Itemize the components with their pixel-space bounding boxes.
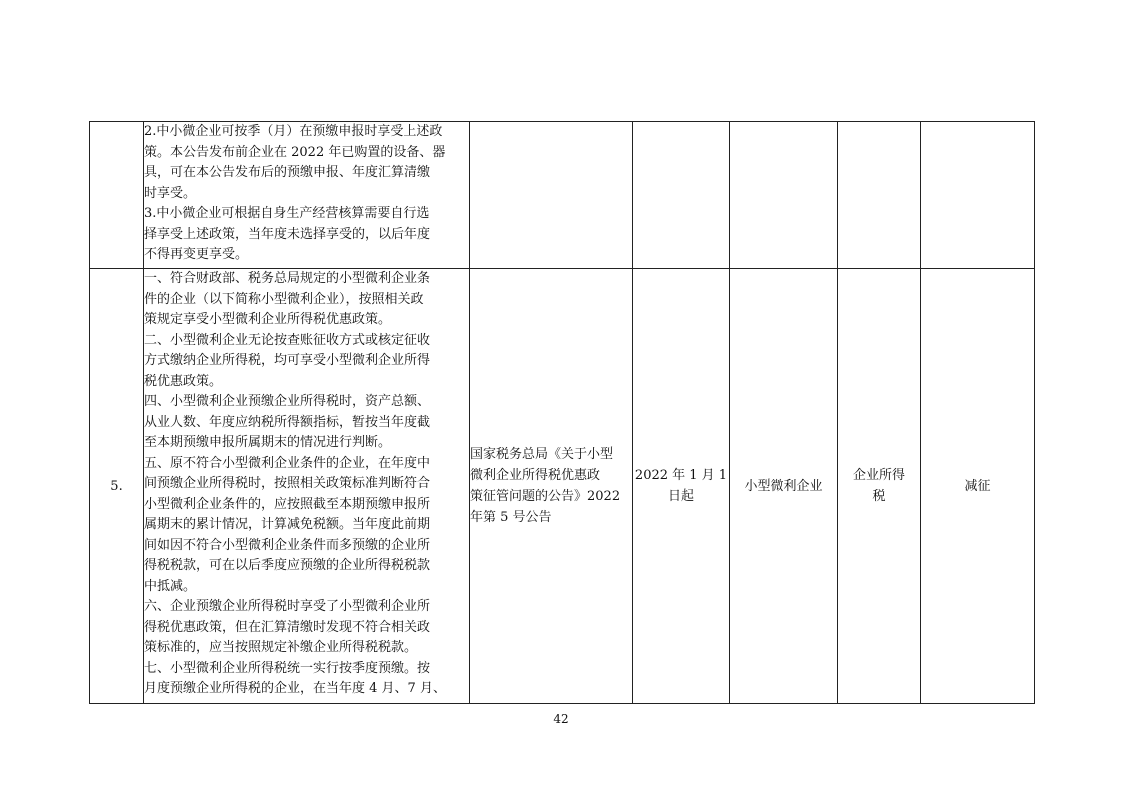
tax-line: 企业所得	[852, 468, 905, 483]
content-line: 属期末的累计情况，计算减免税额。当年度此前期	[144, 517, 431, 532]
basis-line: 国家税务总局《关于小型	[470, 447, 614, 462]
content-line: 择享受上述政策，当年度未选择享受的，以后年度	[144, 226, 431, 242]
content-line: 3.中小微企业可根据自身生产经营核算需要自行选	[144, 206, 430, 221]
content-line: 六、企业预缴企业所得税时享受了小型微利企业所	[144, 599, 431, 614]
content-line: 时享受。	[144, 185, 197, 201]
content-line: 五、原不符合小型微利企业条件的企业，在年度中	[144, 455, 431, 471]
content-line: 月度预缴企业所得税的企业，在当年度 4 月、7 月、	[144, 681, 446, 696]
content-line: 一、符合财政部、税务总局规定的小型微利企业条	[144, 271, 431, 286]
preference-method-cell: 减征	[921, 269, 1035, 704]
content-line: 从业人数、年度应纳税所得额指标，暂按当年度截	[144, 414, 431, 430]
content-line: 中抵减。	[144, 578, 197, 594]
content-line: 小型微利企业条件的，应按照截至本期预缴申报所	[144, 496, 431, 512]
content-line: 2.中小微企业可按季（月）在预缴申报时享受上述政	[144, 124, 443, 139]
policy-basis-cell	[470, 269, 633, 704]
table-row	[90, 269, 1035, 704]
policy-content	[144, 269, 469, 700]
basis-line: 微利企业所得税优惠政	[470, 468, 601, 483]
policy-basis	[470, 444, 632, 528]
empty-cell	[470, 122, 633, 269]
row-index	[90, 122, 144, 269]
content-line: 策标准的，应当按照规定补缴企业所得税税款。	[144, 640, 418, 655]
table-row	[90, 122, 1035, 269]
content-line: 二、小型微利企业无论按查账征收方式或核定征收	[144, 332, 431, 348]
tax-type	[838, 465, 920, 507]
page-number: 42	[553, 712, 569, 726]
content-line: 策规定享受小型微利企业所得税优惠政策。	[144, 312, 392, 327]
content-line: 策。本公告发布前企业在 2022 年已购置的设备、器	[144, 144, 446, 160]
basis-line: 策征管问题的公告》2022	[470, 489, 621, 504]
content-line: 间预缴企业所得税时，按照相关政策标准判断符合	[144, 476, 431, 491]
content-line: 不得再变更享受。	[144, 247, 249, 262]
empty-cell	[730, 122, 838, 269]
content-line: 至本期预缴申报所属期末的情况进行判断。	[144, 435, 392, 450]
date-line: 日起	[667, 489, 694, 504]
empty-cell	[633, 122, 730, 269]
content-line: 间如因不符合小型微利企业条件而多预缴的企业所	[144, 537, 431, 553]
effective-date-cell	[633, 269, 730, 704]
content-line: 税优惠政策。	[144, 373, 223, 389]
content-line: 七、小型微利企业所得税统一实行按季度预缴。按	[144, 660, 431, 676]
row-index: 5.	[90, 269, 144, 704]
subject-cell: 小型微利企业	[730, 269, 838, 704]
policy-content-cell	[144, 122, 470, 269]
tax-line: 税	[872, 489, 886, 504]
tax-type-cell	[838, 269, 921, 704]
policy-content	[144, 122, 469, 266]
empty-cell	[838, 122, 921, 269]
content-line: 件的企业（以下简称小型微利企业），按照相关政	[144, 291, 424, 307]
date-line: 2022 年 1 月 1	[634, 468, 728, 483]
empty-cell	[921, 122, 1035, 269]
content-line: 得税税款，可在以后季度应预缴的企业所得税税款	[144, 558, 431, 573]
policy-content-cell	[144, 269, 470, 704]
content-line: 具，可在本公告发布后的预缴申报、年度汇算清缴	[144, 165, 431, 180]
basis-line: 年第 5 号公告	[470, 510, 552, 525]
content-line: 方式缴纳企业所得税，均可享受小型微利企业所得	[144, 353, 431, 368]
policy-table	[89, 121, 1035, 704]
content-line: 得税优惠政策，但在汇算清缴时发现不符合相关政	[144, 619, 431, 635]
effective-date	[633, 465, 729, 507]
content-line: 四、小型微利企业预缴企业所得税时，资产总额、	[144, 394, 431, 409]
